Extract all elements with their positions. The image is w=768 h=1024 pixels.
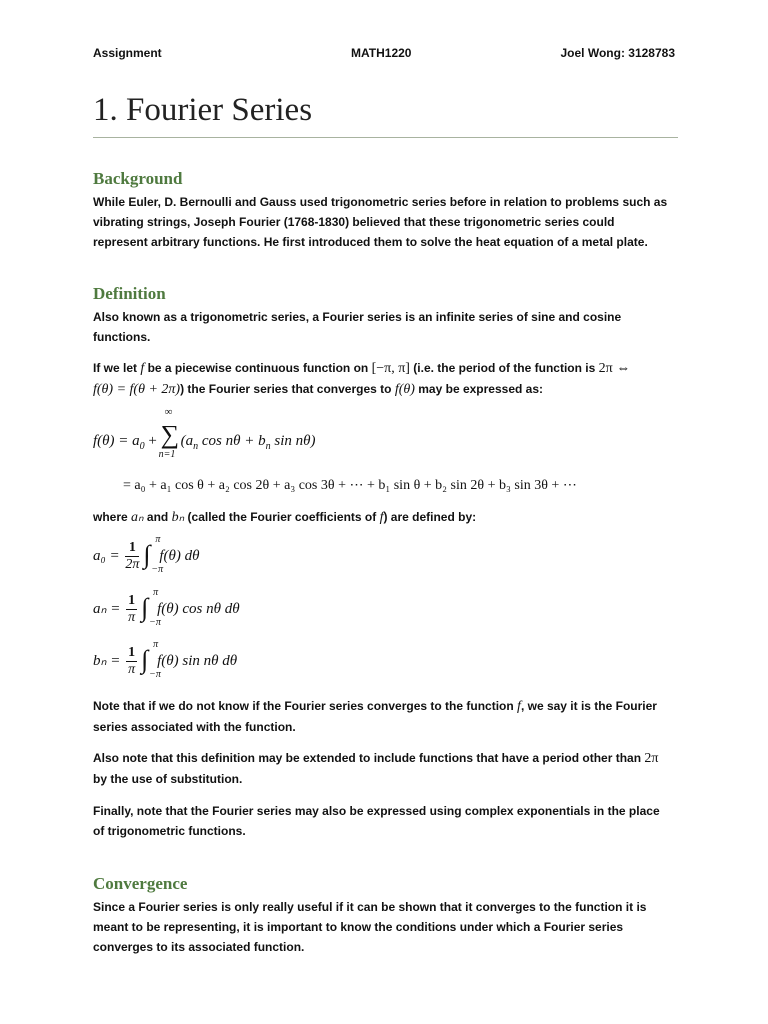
summation-symbol: ∞ ∑ n=1: [158, 406, 180, 460]
an-formula: aₙ = $\frac{1}{\pi}$ π ∫ −π f(θ) cos nθ dθ: [93, 586, 240, 628]
section-heading-convergence: Convergence: [93, 874, 188, 893]
fraction: $\frac{1}{\pi}$: [128, 645, 136, 677]
background-paragraph: [93, 192, 678, 252]
integral-symbol: π ∫ −π: [141, 586, 161, 628]
definition-line-1: If we let f be a piecewise continuous function on [−π, π] (i.e. the period of the function is 2π ⇔: [93, 361, 631, 376]
bn-formula: bₙ = $\frac{1}{\pi}$ π ∫ −π f(θ) sin nθ dθ: [93, 638, 238, 680]
section-heading-definition: Definition: [93, 284, 166, 303]
math-an: aₙ: [131, 510, 144, 525]
header-author: Joel Wong: 3128783: [560, 46, 675, 60]
a0-formula: a₀ = $\frac{1}{2\pi}$ π ∫ −π f(θ) dθ: [93, 533, 200, 575]
background-line: vibrating strings, Joseph Fourier (1768-1830) believed that these trigonometric series could: [93, 215, 615, 229]
page-title: 1. Fourier Series: [93, 92, 313, 128]
fraction: $\frac{1}{2\pi}$: [125, 540, 140, 572]
section-heading-background: Background: [93, 169, 183, 188]
integral-symbol: π ∫ −π: [143, 533, 164, 575]
math-2pi: 2π: [644, 751, 659, 766]
convergence-paragraph: Since a Fourier series is only really useful if it can be shown that it converges to the function it is meant to be representing, it is important to know the conditions under which a Fourier series converges to its associated function.: [93, 900, 647, 954]
math-f: f: [140, 361, 145, 376]
definition-paragraph: [93, 358, 678, 400]
page-header: [93, 46, 675, 64]
note-other-periods: Also note that this definition may be extended to include functions that have a period other than 2π by the use of substitution.: [93, 751, 659, 786]
math-periodicity: f(θ) = f(θ + 2π): [93, 382, 181, 397]
coefficients-intro: where aₙ and bₙ (called the Fourier coefficients of f) are defined by:: [93, 510, 477, 525]
fourier-series-equation: $f(\theta) = a_0$ + ∞ ∑ n=1 ($a_n$ $\cos n\theta + b_n$ sin nθ): [93, 406, 316, 460]
math-interval: [−π, π]: [371, 361, 410, 376]
background-line: represent arbitrary functions. He first introduced them to solve the heat equation of a metal plate.: [93, 235, 648, 249]
definition-intro-line: functions.: [93, 330, 151, 344]
note-convergence-unknown: Note that if we do not know if the Fourier series converges to the function f, we say it is the Fourier series associated with the function.: [93, 699, 657, 734]
definition-intro-line: Also known as a trigonometric series, a Fourier series is an infinite series of sine and cosine: [93, 310, 622, 324]
math-bn: bₙ: [171, 510, 185, 525]
note-complex-exponentials: Finally, note that the Fourier series may also be expressed using complex exponentials in the place of trigonometric functions.: [93, 804, 660, 838]
header-left: Assignment: [93, 46, 162, 60]
fourier-series-expanded: = a₀ + a₁ cos θ + a₂ cos 2θ + a₃ cos 3θ + ⋯ + b₁ sin θ + b₂ sin 2θ + b₃ sin 3θ + ⋯: [123, 478, 577, 493]
math-f: f: [517, 699, 521, 714]
math-period: 2π ⇔: [598, 361, 631, 376]
math-f: f: [379, 510, 384, 525]
title-divider: [93, 137, 678, 138]
fraction: $\frac{1}{\pi}$: [128, 593, 136, 625]
math-f-theta: f(θ): [394, 382, 415, 397]
background-line: While Euler, D. Bernoulli and Gauss used trigonometric series before in relation to problems such as: [93, 195, 668, 209]
definition-intro: [93, 307, 678, 347]
header-course: MATH1220: [351, 46, 412, 60]
definition-line-2: f(θ) = f(θ + 2π)) the Fourier series that converges to f(θ) may be expressed as:: [93, 382, 543, 397]
integral-symbol: π ∫ −π: [141, 638, 161, 680]
